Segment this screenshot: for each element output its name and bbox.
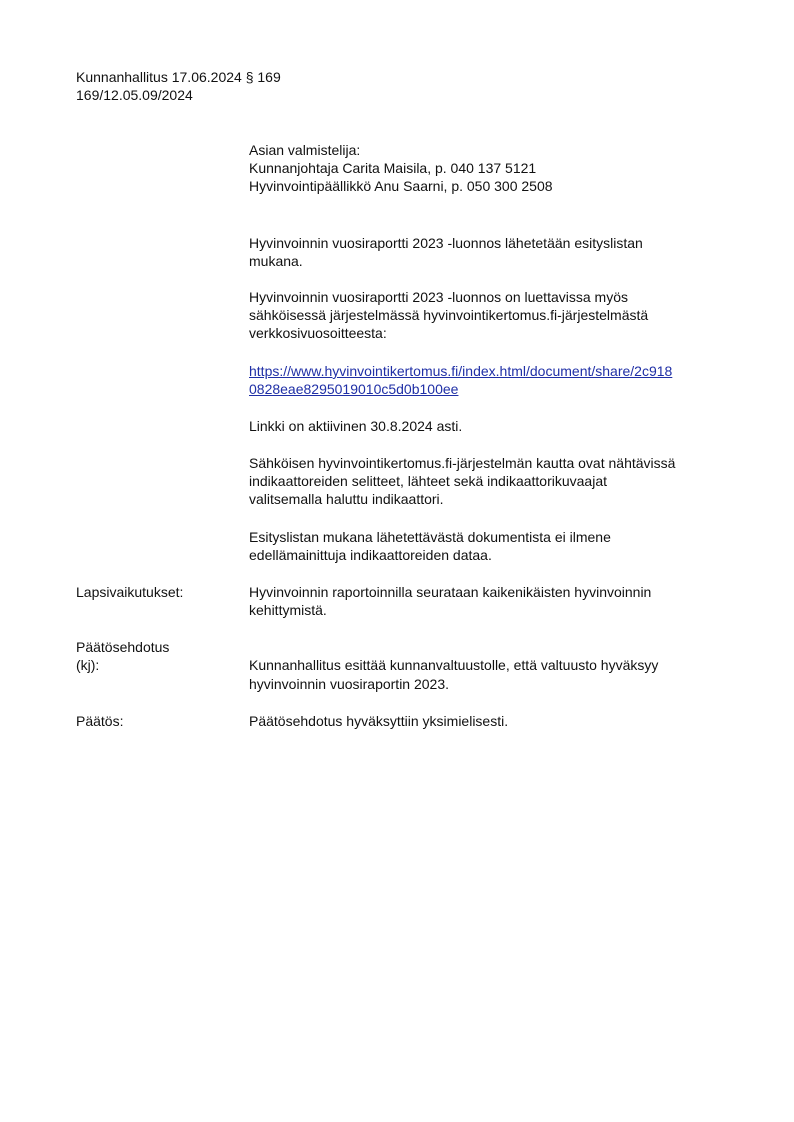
paragraph-1-line-2: mukana. bbox=[249, 253, 303, 269]
proposal-line-2: hyvinvoinnin vuosiraportin 2023. bbox=[249, 676, 450, 692]
child-impact-label: Lapsivaikutukset: bbox=[76, 584, 184, 600]
paragraph-5-line-1: Esityslistan mukana lähetettävästä dokumentista ei ilmene bbox=[249, 529, 611, 545]
proposal-label-line-1: Päätösehdotus bbox=[76, 639, 170, 655]
meeting-header: Kunnanhallitus 17.06.2024 § 169 bbox=[76, 69, 281, 85]
decision-label: Päätös: bbox=[76, 713, 124, 729]
paragraph-1-line-1: Hyvinvoinnin vuosiraportti 2023 -luonnos lähetetään esityslistan bbox=[249, 235, 643, 251]
paragraph-2-line-1: Hyvinvoinnin vuosiraportti 2023 -luonnos on luettavissa myös bbox=[249, 289, 628, 305]
preparer-1: Kunnanjohtaja Carita Maisila, p. 040 137 5121 bbox=[249, 160, 537, 176]
report-link-line-1[interactable] bbox=[249, 362, 672, 380]
child-impact-line-2: kehittymistä. bbox=[249, 602, 327, 618]
paragraph-4-line-1: Sähköisen hyvinvointikertomus.fi-järjestelmän kautta ovat nähtävissä bbox=[249, 455, 676, 471]
child-impact-line-1: Hyvinvoinnin raportoinnilla seurataan kaikenikäisten hyvinvoinnin bbox=[249, 584, 652, 600]
preparer-2: Hyvinvointipäällikkö Anu Saarni, p. 050 300 2508 bbox=[249, 178, 553, 194]
proposal-line-1: Kunnanhallitus esittää kunnanvaltuustolle, että valtuusto hyväksyy bbox=[249, 657, 659, 673]
paragraph-4-line-2: indikaattoreiden selitteet, lähteet sekä indikaattorikuvaajat bbox=[249, 473, 607, 489]
proposal-label-line-2: (kj): bbox=[76, 657, 100, 673]
case-reference: 169/12.05.09/2024 bbox=[76, 87, 193, 103]
paragraph-4-line-3: valitsemalla haluttu indikaattori. bbox=[249, 491, 444, 507]
preparers-heading: Asian valmistelija: bbox=[249, 142, 361, 158]
paragraph-2-line-2: sähköisessä järjestelmässä hyvinvointikertomus.fi-järjestelmästä bbox=[249, 307, 649, 323]
report-link-part-1[interactable]: https://www.hyvinvointikertomus.fi/index.html/document/share/2c918 bbox=[249, 363, 673, 379]
paragraph-2-line-3: verkkosivuosoitteesta: bbox=[249, 325, 387, 341]
link-validity-note: Linkki on aktiivinen 30.8.2024 asti. bbox=[249, 418, 463, 434]
report-link-line-2[interactable] bbox=[249, 380, 458, 398]
report-link-part-2[interactable]: 0828eae8295019010c5d0b100ee bbox=[249, 381, 459, 397]
decision-text: Päätösehdotus hyväksyttiin yksimielisesti. bbox=[249, 713, 509, 729]
paragraph-5-line-2: edellämainittuja indikaattoreiden dataa. bbox=[249, 547, 492, 563]
